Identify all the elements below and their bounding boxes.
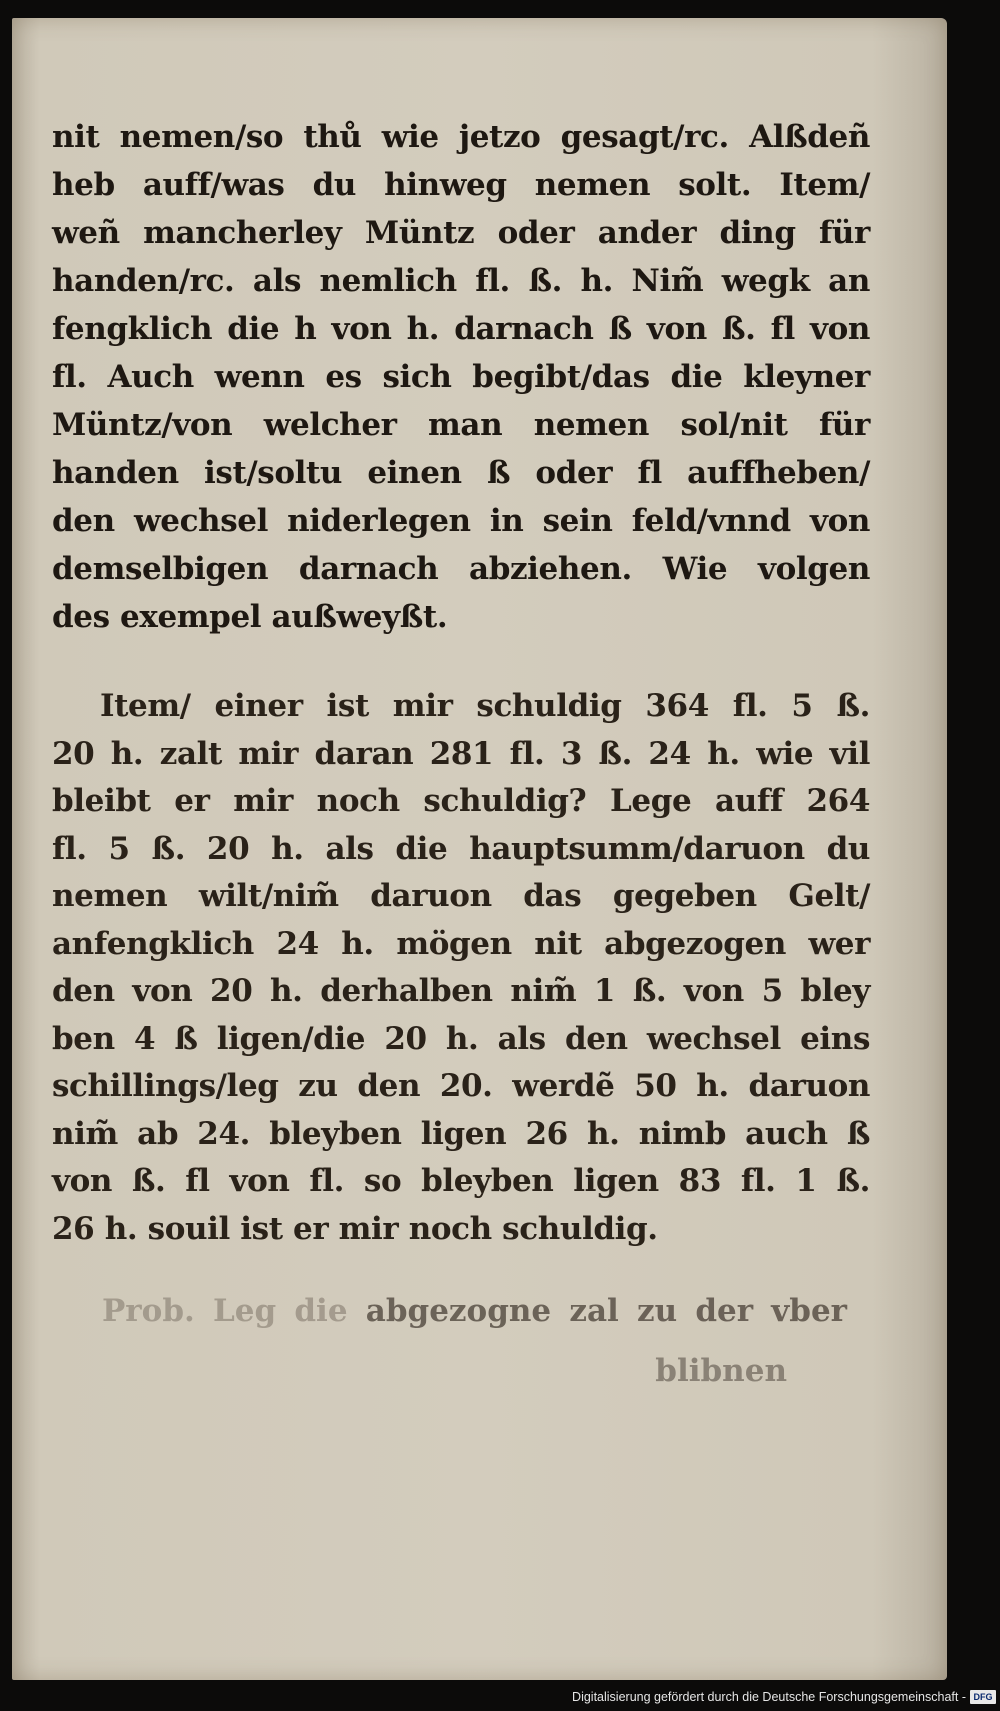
text-line: nemen wilt/nim̃ daruon das gegeben Gelt/	[52, 878, 870, 914]
text-line: 26 h. souil ist er mir noch schuldig.	[52, 1210, 658, 1247]
text-line: bleibt er mir noch schuldig? Lege auff 264	[52, 783, 870, 819]
text-line: Item/ einer ist mir schuldig 364 fl. 5 ß.	[100, 688, 870, 724]
text-line: von ß. fl von fl. so bleyben ligen 83 fl. 1 ß.	[52, 1163, 870, 1199]
book-page	[12, 18, 947, 1680]
text-line: heb auff/was du hinweg nemen solt. Item/	[52, 167, 870, 203]
paragraph-example	[52, 683, 870, 1253]
proof-rest: abgezogne zal zu der vber	[365, 1293, 848, 1329]
text-line: weñ mancherley Müntz oder ander ding für	[52, 215, 870, 251]
text-line: schillings/leg zu den 20. werdẽ 50 h. daruon	[52, 1068, 870, 1104]
text-line: fl. 5 ß. 20 h. als die hauptsumm/daruon du	[52, 830, 870, 867]
digitization-credit	[572, 1687, 996, 1707]
text-line: ben 4 ß ligen/die 20 h. als den wechsel eins	[52, 1020, 870, 1057]
proof-line	[102, 1293, 847, 1329]
text-line: anfengklich 24 h. mögen nit abgezogen wer	[52, 925, 870, 962]
text-line: den von 20 h. derhalben nim̃ 1 ß. von 5 bley	[52, 973, 870, 1009]
text-line: fl. Auch wenn es sich begibt/das die kleyner	[52, 359, 870, 395]
text-line: nit nemen/so thů wie jetzo gesagt/rc. Alßdeñ	[52, 119, 870, 155]
dfg-logo-icon: DFG	[970, 1690, 996, 1704]
text-line: den wechsel niderlegen in sein feld/vnnd von	[52, 503, 870, 539]
text-line: handen/rc. als nemlich fl. ß. h. Nim̃ wegk an	[52, 263, 870, 299]
text-line: nim̃ ab 24. bleyben ligen 26 h. nimb auch ß	[52, 1115, 870, 1152]
text-line: handen ist/soltu einen ß oder fl auffheben/	[52, 455, 870, 491]
paragraph-instructions	[52, 113, 870, 641]
text-line: des exempel außweyßt.	[52, 599, 448, 635]
catchword: blibnen	[655, 1353, 787, 1389]
text-line: 20 h. zalt mir daran 281 fl. 3 ß. 24 h. wie vil	[52, 735, 870, 772]
proof-lead: Prob. Leg die	[102, 1293, 348, 1329]
text-line: fengklich die h von h. darnach ß von ß. fl von	[52, 311, 870, 347]
text-line: Müntz/von welcher man nemen sol/nit für	[52, 407, 870, 443]
text-line: demselbigen darnach abziehen. Wie volgen	[52, 551, 870, 587]
credit-text: Digitalisierung gefördert durch die Deutsche Forschungsgemeinschaft -	[572, 1690, 966, 1704]
